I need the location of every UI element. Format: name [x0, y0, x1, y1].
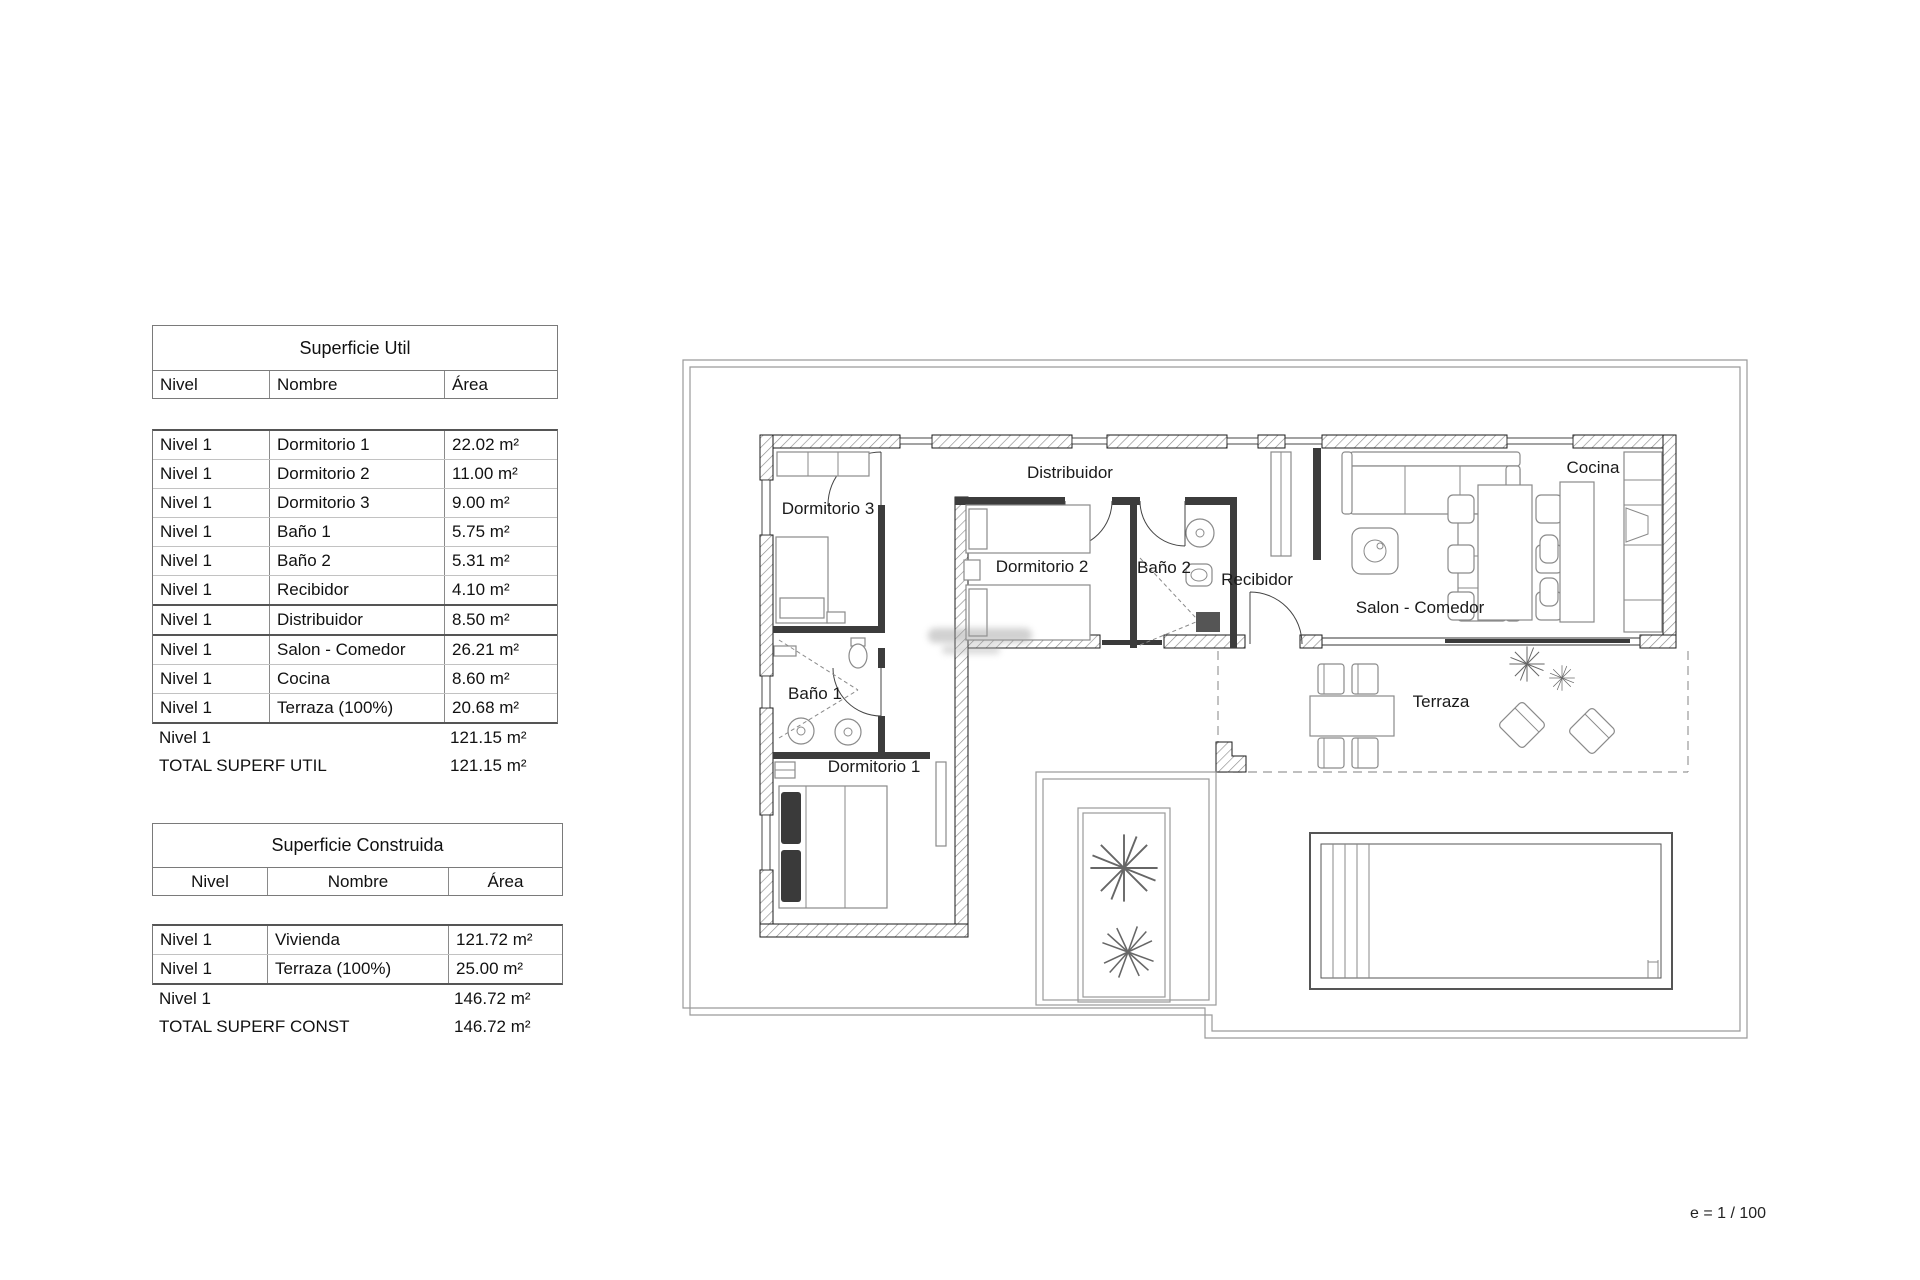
- label-dormitorio-1: Dormitorio 1: [827, 757, 921, 776]
- table-row: Nivel 1 Dormitorio 2 11.00 m²: [153, 459, 557, 488]
- furniture: [774, 452, 1662, 908]
- table-row: Nivel 1 Dormitorio 3 9.00 m²: [153, 488, 557, 517]
- subtotal-row: Nivel 1 121.15 m²: [159, 728, 527, 747]
- pool: [1310, 833, 1672, 989]
- label-cocina: Cocina: [1566, 458, 1620, 477]
- table-row: Nivel 1 Recibidor 4.10 m²: [153, 575, 557, 604]
- table-row: Nivel 1 Dormitorio 1 22.02 m²: [153, 431, 557, 459]
- header-nombre: Nombre: [267, 868, 448, 895]
- header-area: Área: [444, 371, 557, 398]
- superficie-util-body: [152, 429, 558, 724]
- label-terraza: Terraza: [1412, 692, 1470, 711]
- superficie-construida-body: [152, 924, 563, 985]
- label-dormitorio-2: Dormitorio 2: [995, 557, 1089, 576]
- subtotal-row: Nivel 1 146.72 m²: [159, 989, 531, 1008]
- planter: [1036, 772, 1216, 1005]
- header-area: Área: [448, 868, 562, 895]
- table-row: Nivel 1 Baño 1 5.75 m²: [153, 517, 557, 546]
- header-nivel: Nivel: [191, 872, 229, 891]
- table-row: Nivel 1 Terraza (100%) 20.68 m²: [153, 693, 557, 722]
- label-distribuidor: Distribuidor: [1027, 463, 1113, 482]
- table-row: Nivel 1 Baño 2 5.31 m²: [153, 546, 557, 575]
- header-nombre: Nombre: [269, 371, 444, 398]
- superficie-construida-title: Superficie Construida: [152, 823, 563, 868]
- table-row: Nivel 1 Cocina 8.60 m²: [153, 664, 557, 693]
- superficie-construida-table: [152, 823, 563, 1041]
- superficie-util-header: [152, 371, 558, 399]
- label-salon-comedor: Salon - Comedor: [1355, 598, 1485, 617]
- total-row: TOTAL SUPERF UTIL 121.15 m²: [159, 756, 527, 775]
- label-bano-1: Baño 1: [788, 684, 842, 703]
- table-row: Nivel 1 Vivienda 121.72 m²: [153, 926, 562, 954]
- superficie-util-title: Superficie Util: [152, 325, 558, 371]
- label-recibidor: Recibidor: [1221, 570, 1293, 589]
- label-bano-2: Baño 2: [1137, 558, 1191, 577]
- header-nivel: Nivel: [160, 375, 198, 394]
- superficie-util-table: [152, 325, 558, 780]
- superficie-construida-header: [152, 868, 563, 896]
- table-row: Nivel 1 Terraza (100%) 25.00 m²: [153, 954, 562, 983]
- scale-note: e = 1 / 100: [1690, 1205, 1767, 1222]
- table-row: Nivel 1 Distribuidor 8.50 m²: [153, 604, 557, 634]
- label-dormitorio-3: Dormitorio 3: [781, 499, 875, 518]
- table-row: Nivel 1 Salon - Comedor 26.21 m²: [153, 634, 557, 664]
- watermark: [928, 628, 1032, 654]
- total-row: TOTAL SUPERF CONST 146.72 m²: [159, 1017, 531, 1036]
